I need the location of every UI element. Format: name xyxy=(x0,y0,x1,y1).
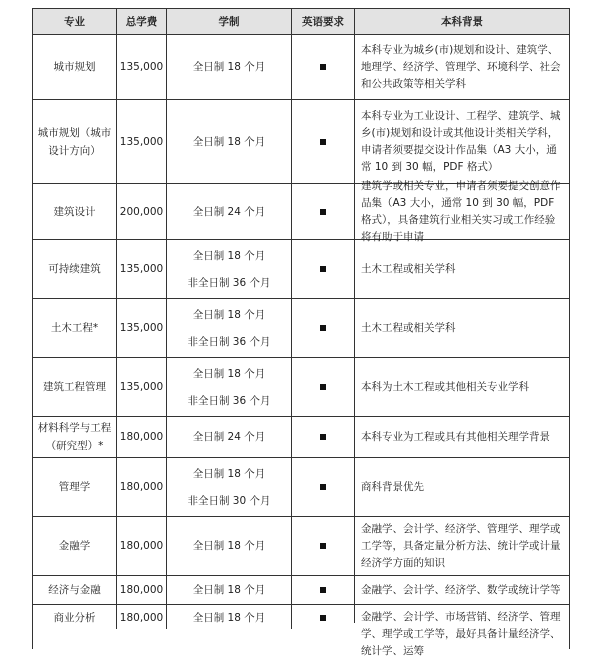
duration-cell xyxy=(167,35,292,99)
background-cell: 金融学、会计学、市场营销、经济学、管理学、理学或工学等，最好具备计量经济学、统计学、运筹 xyxy=(355,605,570,649)
english-required-marker xyxy=(320,587,326,593)
english-cell xyxy=(292,517,355,575)
fee-cell: 180,000 xyxy=(117,458,167,516)
major-cell: 管理学 xyxy=(33,458,117,516)
major-cell: 城市规划（城市设计方向） xyxy=(33,100,117,183)
duration-cell xyxy=(167,417,292,457)
background-cell: 本科专业为工程或具有其他相关理学背景 xyxy=(355,417,570,457)
duration-line: 全日制 18 个月 xyxy=(192,540,266,552)
duration-line: 全日制 18 个月 xyxy=(192,308,266,321)
background-cell: 土木工程或相关学科 xyxy=(355,240,570,298)
table-row xyxy=(33,605,570,657)
table-row xyxy=(33,35,570,100)
duration-cell xyxy=(167,605,292,629)
header-background: 本科背景 xyxy=(355,9,570,34)
english-required-marker xyxy=(320,64,326,70)
major-cell: 建筑设计 xyxy=(33,184,117,239)
english-required-marker xyxy=(320,484,326,490)
major-cell: 建筑工程管理 xyxy=(33,358,117,416)
duration-line: 全日制 18 个月 xyxy=(192,584,266,596)
duration-line: 非全日制 36 个月 xyxy=(187,394,271,407)
table-row xyxy=(33,299,570,358)
major-cell: 可持续建筑 xyxy=(33,240,117,298)
fee-cell: 180,000 xyxy=(117,605,167,629)
table-header-row xyxy=(33,9,570,35)
table-row xyxy=(33,576,570,605)
duration-line: 全日制 24 个月 xyxy=(192,431,266,443)
table-row xyxy=(33,358,570,417)
duration-line: 全日制 18 个月 xyxy=(192,135,266,148)
duration-line: 全日制 24 个月 xyxy=(192,205,266,218)
duration-line: 全日制 18 个月 xyxy=(192,249,266,262)
duration-cell xyxy=(167,458,292,516)
duration-line: 全日制 18 个月 xyxy=(192,367,266,380)
background-cell: 金融学、会计学、经济学、数学或统计学等 xyxy=(355,576,570,604)
fee-cell: 135,000 xyxy=(117,100,167,183)
background-cell: 土木工程或相关学科 xyxy=(355,299,570,357)
duration-line: 全日制 18 个月 xyxy=(192,61,266,73)
background-cell: 本科为土木工程或其他相关专业学科 xyxy=(355,358,570,416)
background-cell: 建筑学或相关专业，申请者须要提交创意作品集（A3 大小，通常 10 到 30 幅，PDF 格式），具备建筑行业相关实习或工作经验将有助于申请 xyxy=(355,184,570,239)
table-row xyxy=(33,240,570,299)
table-row xyxy=(33,458,570,517)
duration-cell xyxy=(167,358,292,416)
program-table xyxy=(32,8,570,657)
table-row xyxy=(33,517,570,576)
english-required-marker xyxy=(320,209,326,215)
fee-cell: 135,000 xyxy=(117,299,167,357)
duration-cell xyxy=(167,184,292,239)
duration-cell xyxy=(167,240,292,298)
duration-line: 全日制 18 个月 xyxy=(192,612,266,624)
fee-cell: 180,000 xyxy=(117,576,167,604)
background-cell: 商科背景优先 xyxy=(355,458,570,516)
duration-cell xyxy=(167,517,292,575)
background-cell: 金融学、会计学、经济学、管理学、理学或工学等，具备定量分析方法、统计学或计量经济学方面的知识 xyxy=(355,517,570,575)
english-cell xyxy=(292,240,355,298)
english-cell xyxy=(292,576,355,604)
table-row xyxy=(33,100,570,184)
header-fee: 总学费 xyxy=(117,9,167,34)
fee-cell: 200,000 xyxy=(117,184,167,239)
english-cell xyxy=(292,184,355,239)
major-cell: 经济与金融 xyxy=(33,576,117,604)
header-english: 英语要求 xyxy=(292,9,355,34)
english-required-marker xyxy=(320,434,326,440)
english-required-marker xyxy=(320,139,326,145)
english-required-marker xyxy=(320,266,326,272)
fee-cell: 135,000 xyxy=(117,240,167,298)
fee-cell: 180,000 xyxy=(117,417,167,457)
english-required-marker xyxy=(320,325,326,331)
duration-cell xyxy=(167,576,292,604)
english-cell xyxy=(292,35,355,99)
major-cell: 城市规划 xyxy=(33,35,117,99)
duration-line: 非全日制 36 个月 xyxy=(187,335,271,348)
english-required-marker xyxy=(320,543,326,549)
duration-cell xyxy=(167,299,292,357)
header-duration: 学制 xyxy=(167,9,292,34)
major-cell: 金融学 xyxy=(33,517,117,575)
background-cell: 本科专业为城乡(市)规划和设计、建筑学、地理学、经济学、管理学、环境科学、社会和公共政策等相关学科 xyxy=(355,35,570,99)
duration-line: 非全日制 30 个月 xyxy=(187,494,271,507)
english-required-marker xyxy=(320,384,326,390)
english-required-marker xyxy=(320,615,326,621)
fee-cell: 135,000 xyxy=(117,35,167,99)
background-cell: 本科专业为工业设计、工程学、建筑学、城乡(市)规划和设计或其他设计类相关学科，申请者须要提交设计作品集（A3 大小，通常 10 到 30 幅，PDF 格式） xyxy=(355,100,570,183)
table-row xyxy=(33,417,570,458)
header-major: 专业 xyxy=(33,9,117,34)
major-cell: 土木工程* xyxy=(33,299,117,357)
english-cell xyxy=(292,458,355,516)
english-cell xyxy=(292,299,355,357)
major-cell: 材料科学与工程（研究型）* xyxy=(33,417,117,457)
english-cell xyxy=(292,358,355,416)
fee-cell: 180,000 xyxy=(117,517,167,575)
fee-cell: 135,000 xyxy=(117,358,167,416)
duration-line: 非全日制 36 个月 xyxy=(187,276,271,289)
english-cell xyxy=(292,100,355,183)
major-cell: 商业分析 xyxy=(33,605,117,629)
duration-line: 全日制 18 个月 xyxy=(192,467,266,480)
english-cell xyxy=(292,605,355,623)
table-row xyxy=(33,179,570,243)
english-cell xyxy=(292,417,355,457)
duration-cell xyxy=(167,100,292,183)
